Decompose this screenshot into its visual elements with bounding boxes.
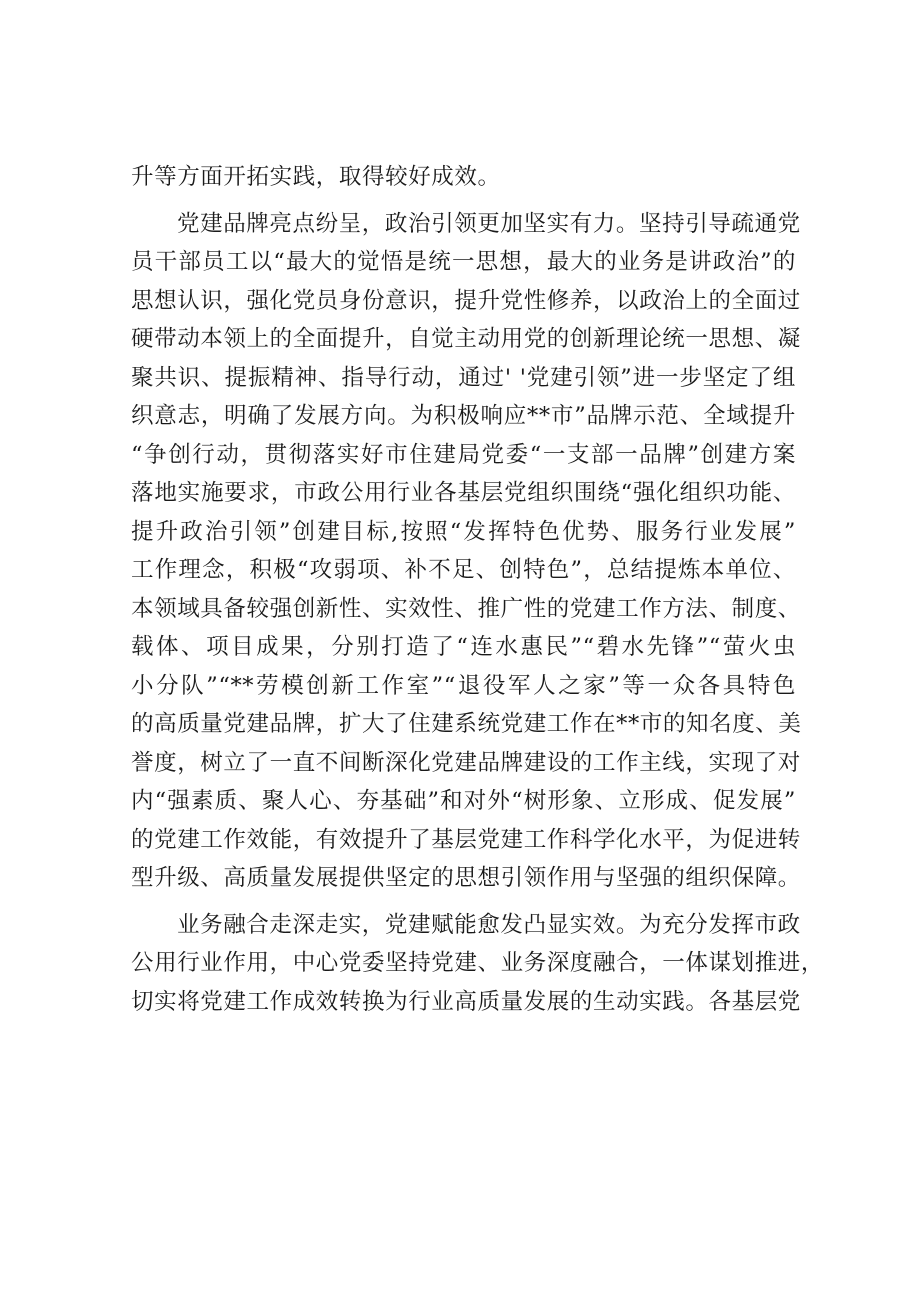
text-line: 公用行业作用，中心党委坚持党建、业务深度融合，一体谋划推进，: [131, 950, 825, 976]
text-line: 誉度，树立了一直不间断深化党建品牌建设的工作主线，实现了对: [131, 749, 801, 776]
text-line: 员干部员工以“最大的觉悟是统一思想，最大的业务是讲政治”的: [131, 249, 796, 275]
paragraph-p1: [131, 158, 796, 197]
text-line: 党建品牌亮点纷呈，政治引领更加坚实有力。坚持引导疏通党: [177, 210, 801, 237]
document-body: [131, 158, 825, 1021]
text-line: 内“强素质、聚人心、夯基础”和对外“树形象、立形成、促发展”: [131, 788, 796, 814]
paragraph-p2: [131, 205, 802, 898]
text-line: 硬带动本领上的全面提升，自觉主动用党的创新理论统一思想、凝: [131, 326, 801, 352]
text-line: “争创行动，贯彻落实好市住建局党委“一支部一品牌”创建方案: [131, 441, 796, 468]
text-line: 织意志，明确了发展方向。为积极响应**市”品牌示范、全域提升: [131, 403, 796, 429]
text-line: 型升级、高质量发展提供坚定的思想引领作用与坚强的组织保障。: [131, 865, 801, 891]
text-line: 载体、项目成果，分别打造了“连水惠民”“碧水先锋”“萤火虫: [131, 634, 796, 660]
text-line: 升等方面开拓实践，取得较好成效。: [131, 164, 501, 190]
text-line: 聚共识、提振精神、指导行动，通过' '党建引领”进一步坚定了组: [131, 364, 796, 391]
text-line: 工作理念，积极“攻弱项、补不足、创特色”，总结提炼本单位、: [131, 557, 796, 583]
text-line: 提升政治引领”创建目标,按照“发挥特色优势、服务行业发展”: [131, 518, 796, 545]
text-line: 落地实施要求，市政公用行业各基层党组织围绕“强化组织功能、: [131, 480, 796, 506]
text-line: 小分队”“**劳模创新工作室”“退役军人之家”等一众各具特色: [131, 672, 796, 699]
text-line: 业务融合走深走实，党建赋能愈发凸显实效。为充分发挥市政: [177, 911, 801, 938]
text-line: 本领域具备较强创新性、实效性、推广性的党建工作方法、制度、: [131, 595, 801, 622]
text-line: 的高质量党建品牌，扩大了住建系统党建工作在**市的知名度、美: [131, 711, 802, 737]
text-line: 思想认识，强化党员身份意识，提升党性修养，以政治上的全面过: [131, 287, 801, 314]
text-line: 的党建工作效能，有效提升了基层党建工作科学化水平，为促进转: [131, 826, 801, 853]
paragraph-p3: [131, 906, 825, 1022]
text-line: 切实将党建工作成效转换为行业高质量发展的生动实践。各基层党: [131, 988, 801, 1015]
